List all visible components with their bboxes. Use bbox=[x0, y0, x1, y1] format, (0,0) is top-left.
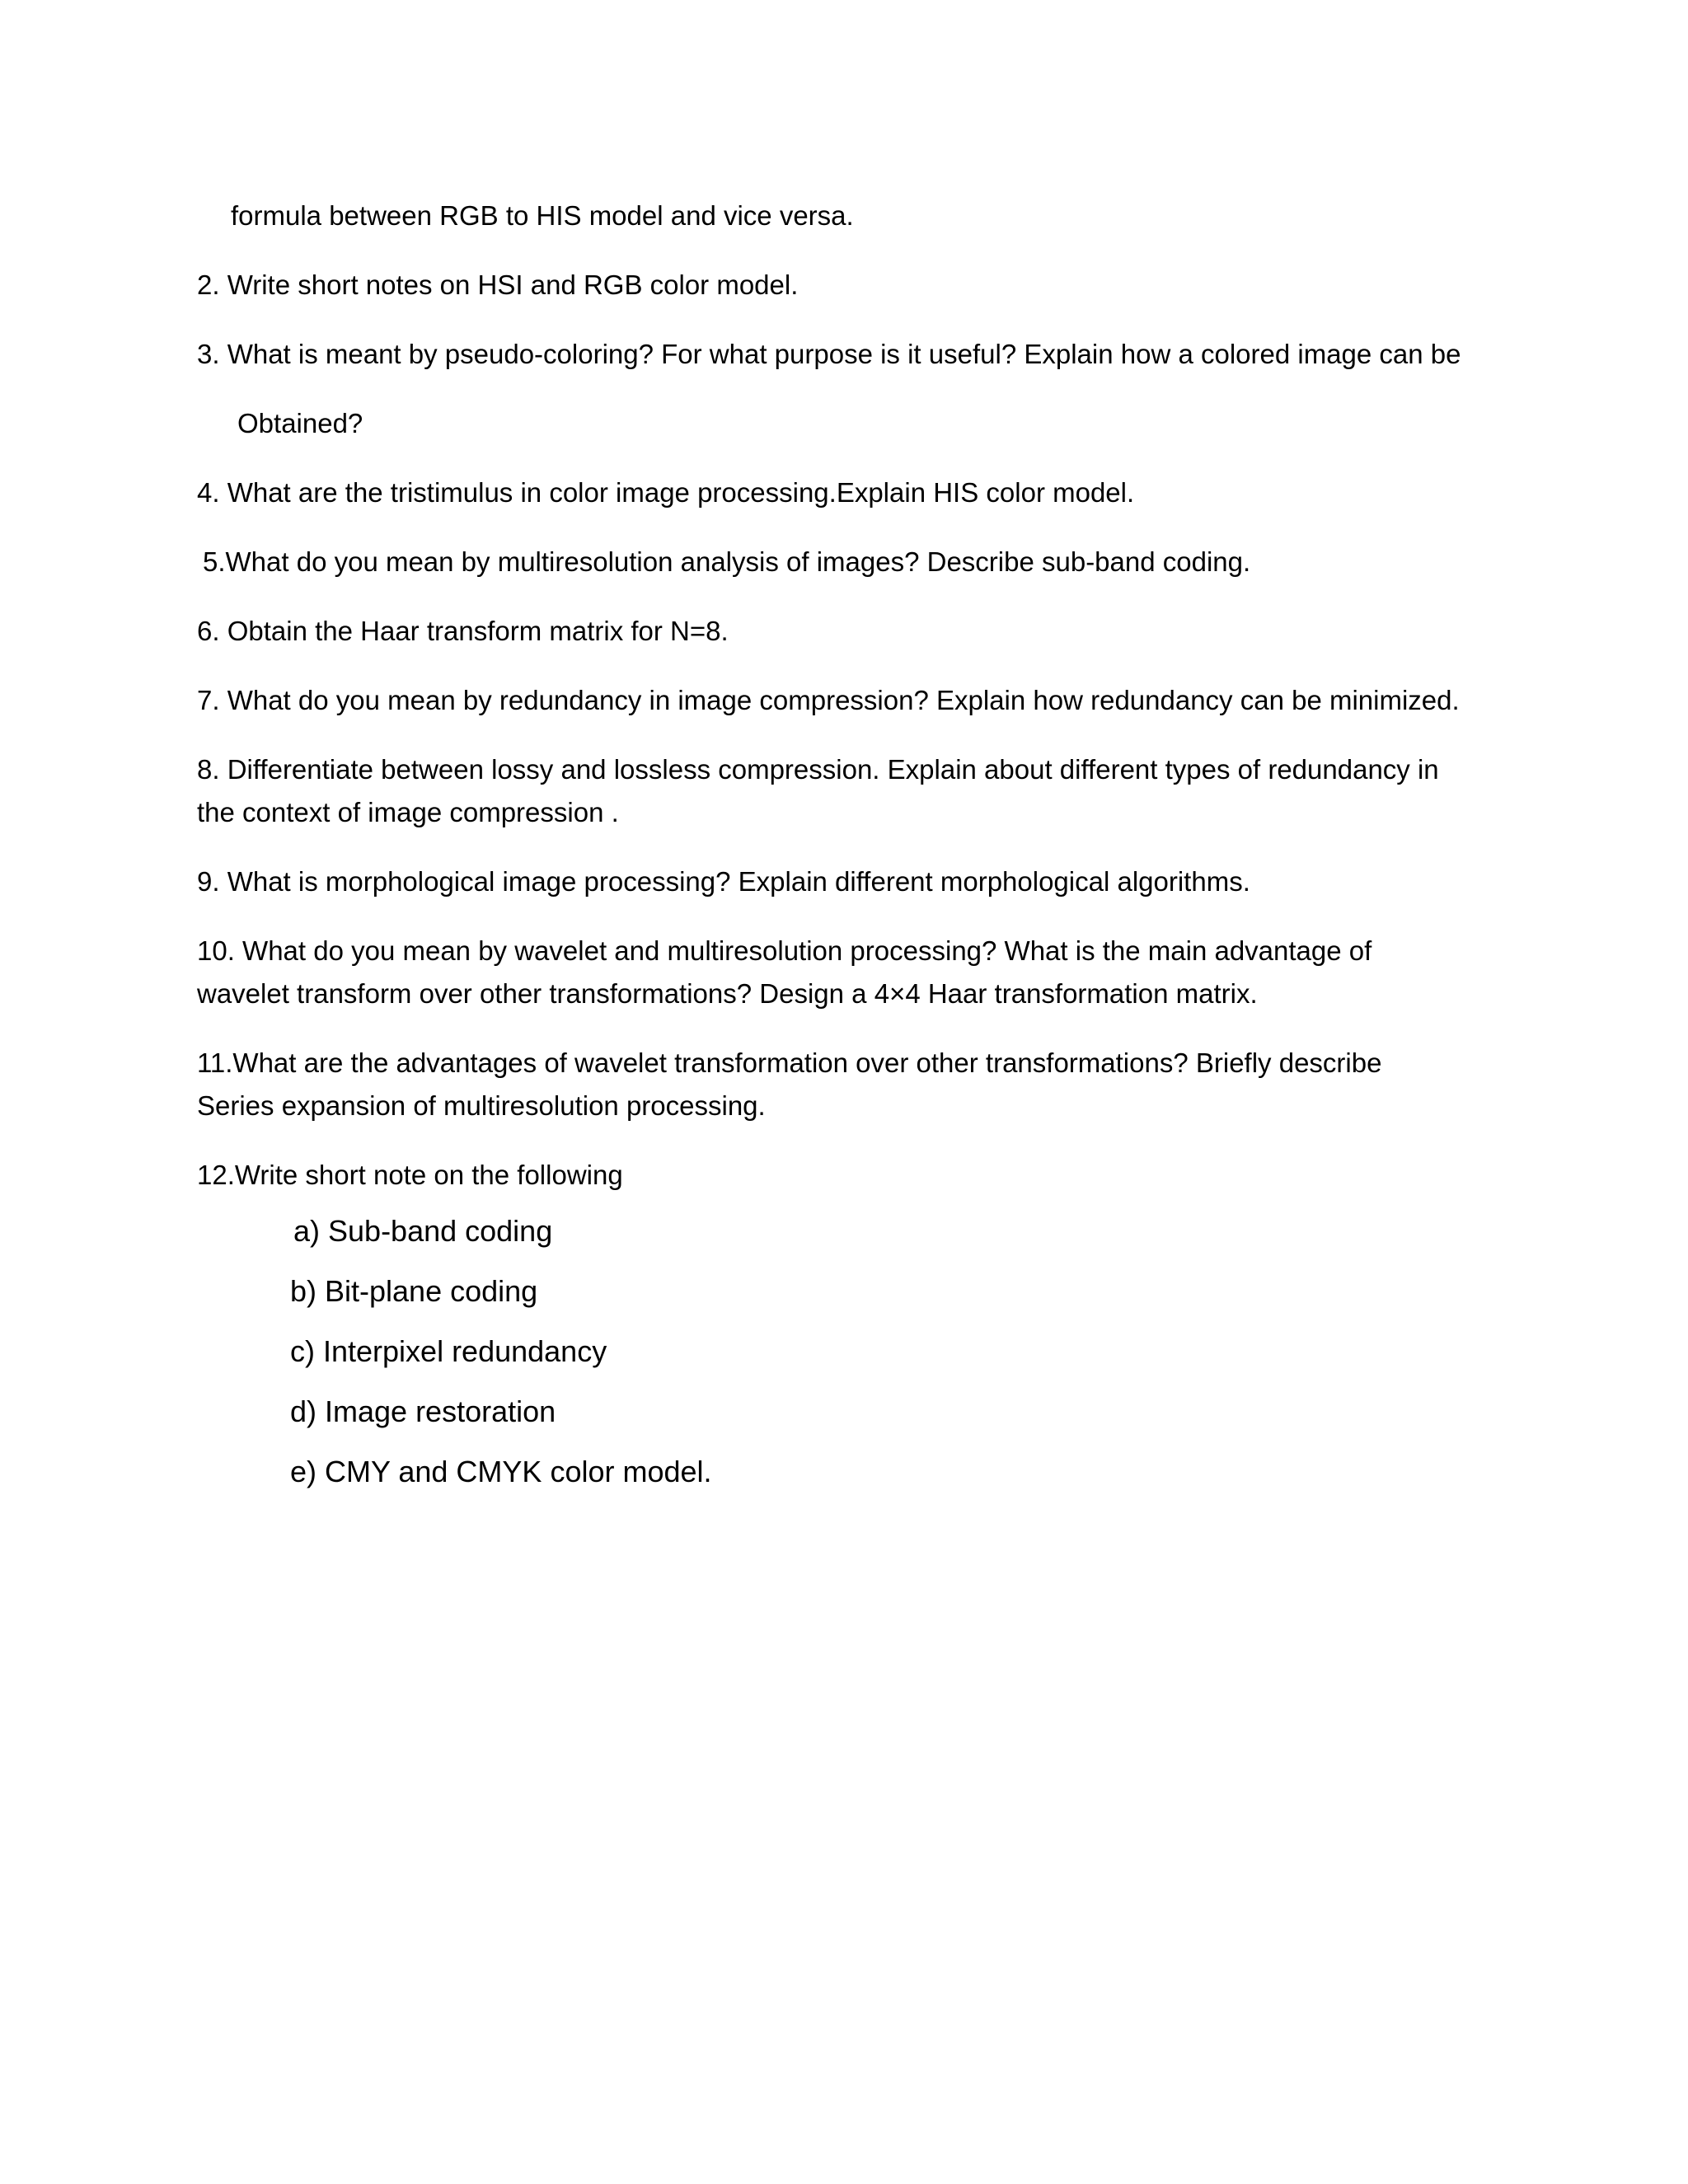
question-11-line-2: Series expansion of multiresolution processing. bbox=[197, 1090, 766, 1121]
question-10-line-1: 10. What do you mean by wavelet and multiresolution processing? What is the main advantage of bbox=[197, 935, 1372, 966]
list-item: e) CMY and CMYK color model. bbox=[290, 1455, 712, 1488]
question-4: 4. What are the tristimulus in color image processing.Explain HIS color model. bbox=[197, 477, 1135, 508]
list-item: d) Image restoration bbox=[290, 1394, 556, 1428]
question-1-continuation: formula between RGB to HIS model and vice versa. bbox=[231, 200, 854, 231]
question-8-line-2: the context of image compression . bbox=[197, 797, 619, 827]
question-2: 2. Write short notes on HSI and RGB color model. bbox=[197, 269, 799, 300]
question-3-line-2: Obtained? bbox=[237, 408, 363, 438]
question-3-line-1: 3. What is meant by pseudo-coloring? For what purpose is it useful? Explain how a colored image can be bbox=[197, 339, 1461, 369]
question-11-line-1: 11.What are the advantages of wavelet transformation over other transformations? Briefly describe bbox=[197, 1047, 1382, 1078]
list-item: c) Interpixel redundancy bbox=[290, 1334, 607, 1368]
question-6: 6. Obtain the Haar transform matrix for N=8. bbox=[197, 616, 729, 646]
question-8-line-1: 8. Differentiate between lossy and lossless compression. Explain about different types of redundancy in bbox=[197, 754, 1439, 785]
question-12: 12.Write short note on the following bbox=[197, 1160, 623, 1190]
list-item: a) Sub-band coding bbox=[293, 1214, 553, 1248]
question-9: 9. What is morphological image processing? Explain different morphological algorithms. bbox=[197, 866, 1250, 897]
question-5: 5.What do you mean by multiresolution analysis of images? Describe sub-band coding. bbox=[203, 546, 1251, 577]
question-7: 7. What do you mean by redundancy in image compression? Explain how redundancy can be minimized. bbox=[197, 685, 1460, 715]
question-10-line-2: wavelet transform over other transformations? Design a 4×4 Haar transformation matrix. bbox=[197, 978, 1258, 1009]
list-item: b) Bit-plane coding bbox=[290, 1274, 538, 1308]
